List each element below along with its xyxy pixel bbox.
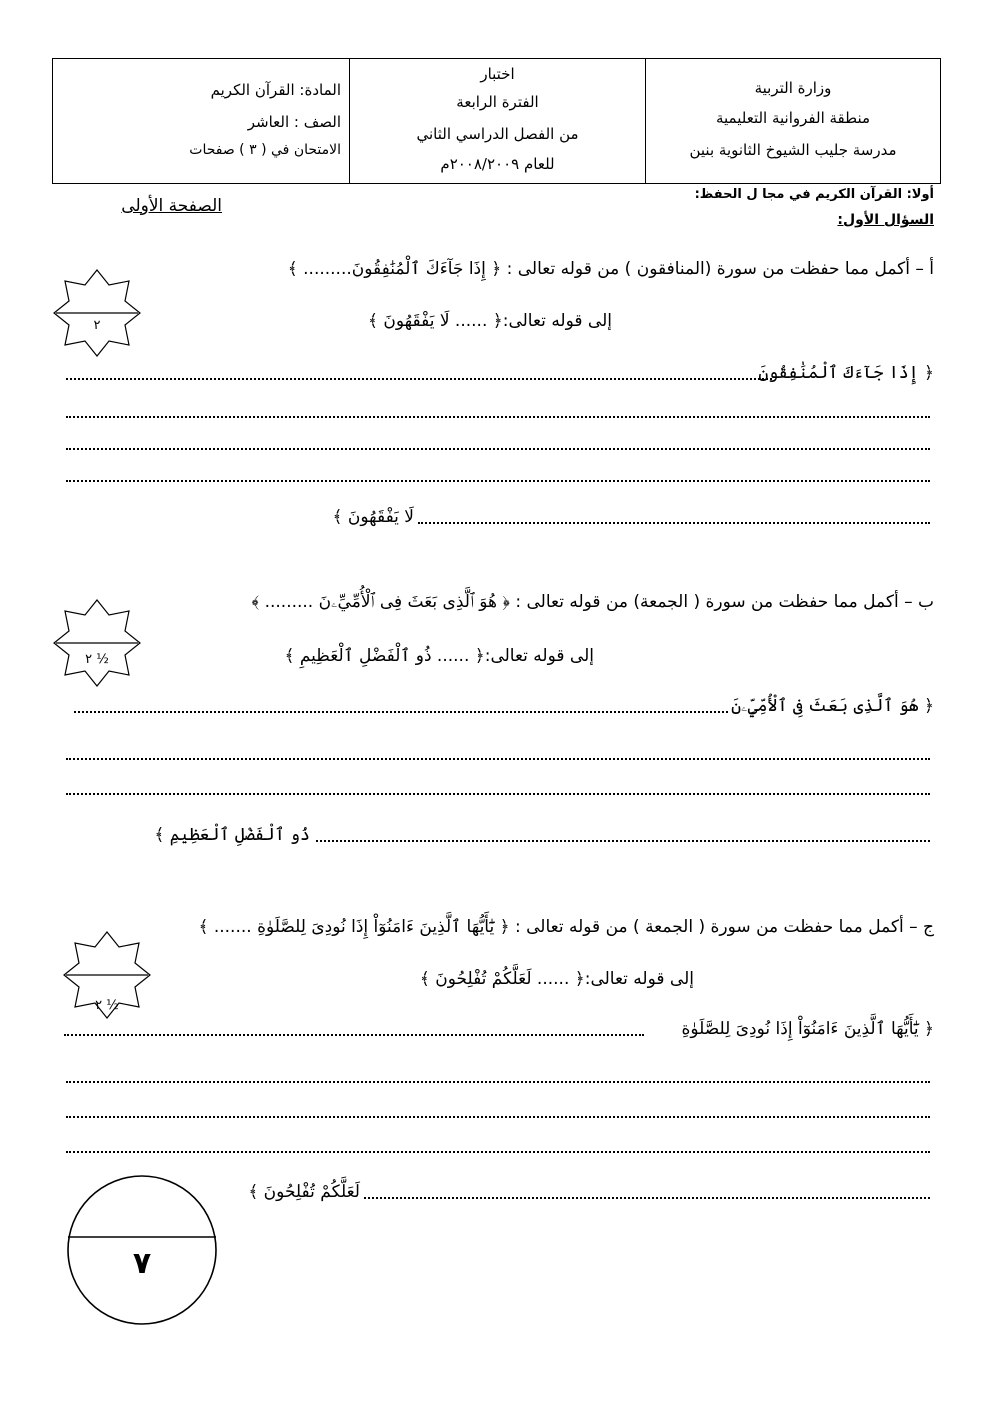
answer-line[interactable] xyxy=(66,448,930,450)
grade-line: الصف : العاشر xyxy=(247,113,341,131)
pages-line: الامتحان في ( ٣ ) صفحات xyxy=(189,142,341,158)
section-title: أولا: القرآن الكريم في مجا ل الحفظ: xyxy=(694,187,934,202)
exam-line: اختبار xyxy=(480,65,515,83)
answer-line[interactable] xyxy=(66,758,930,760)
mark-c: ٢ ½ xyxy=(95,998,119,1013)
ministry-cell xyxy=(646,59,940,183)
mark-star-b xyxy=(52,598,142,688)
item-a-end-verse: لَا يَفْقَهُونَ ﴾ xyxy=(332,507,414,527)
ministry-line: وزارة التربية xyxy=(754,79,832,97)
period-line: الفترة الرابعة xyxy=(456,93,539,111)
page-label: الصفحة الأولى xyxy=(121,196,222,216)
answer-line[interactable] xyxy=(316,840,930,842)
item-a-start-verse: ﴿ إِذَا جَآءَكَ ٱلْمُنَٰفِقُونَ xyxy=(758,363,934,383)
item-c-end-verse: لَعَلَّكُمْ تُفْلِحُونَ ﴾ xyxy=(248,1182,360,1202)
mark-a: ٢ xyxy=(93,318,101,333)
semester-line: من الفصل الدراسي الثاني xyxy=(416,125,579,143)
answer-line[interactable] xyxy=(66,1151,930,1153)
item-c-start-verse: ﴿ يَٰٓأَيُّهَا ٱلَّذِينَ ءَامَنُوٓاْ إِذَا نُودِىَ لِلصَّلَوٰةِ xyxy=(681,1019,934,1039)
item-a-prompt: أ – أكمل مما حفظت من سورة (المنافقون ) من قوله تعالى : ﴿ إِذَا جَآءَكَ ٱلْمُنَٰفِقُونَ......... ﴾ xyxy=(287,259,934,279)
answer-line[interactable] xyxy=(66,793,930,795)
item-b-prompt: ب – أكمل مما حفظت من سورة ( الجمعة) من قوله تعالى : ﴿ هُوَ ٱلَّذِى بَعَثَ فِى ٱلْأُمِّيِّۦنَ ......... ﴾ xyxy=(251,592,934,612)
answer-line[interactable] xyxy=(66,378,772,380)
item-c-prompt: ج – أكمل مما حفظت من سورة ( الجمعة ) من قوله تعالى : ﴿ يَٰٓأَيُّهَا ٱلَّذِينَ ءَامَنُوٓاْ إِذَا نُودِىَ لِلصَّلَوٰةِ ....... ﴾ xyxy=(198,917,934,937)
question-label: السؤال الأول: xyxy=(837,212,934,228)
answer-line[interactable] xyxy=(66,480,930,482)
district-line: منطقة الفروانية التعليمية xyxy=(715,109,871,127)
answer-line[interactable] xyxy=(66,1116,930,1118)
exam-cell xyxy=(350,59,646,183)
mark-b: ٢ ½ xyxy=(85,652,109,667)
answer-line[interactable] xyxy=(74,711,728,713)
answer-line[interactable] xyxy=(66,416,930,418)
item-a-to-line: إلى قوله تعالى:﴿ ...... لَا يَفْقَهُونَ ﴾ xyxy=(368,311,612,331)
subject-line: المادة: القرآن الكريم xyxy=(210,81,341,99)
answer-line[interactable] xyxy=(418,522,930,524)
item-b-start-verse: ﴿ هُوَ ٱلَّذِى بَعَثَ فِى ٱلْأُمِّيِّۦنَ xyxy=(731,696,934,716)
total-mark: ٧ xyxy=(132,1246,152,1281)
school-line: مدرسة جليب الشيوخ الثانوية بنين xyxy=(689,141,897,159)
year-line: للعام ٢٠٠٨/٢٠٠٩م xyxy=(440,155,555,173)
item-c-to-line: إلى قوله تعالى:﴿ ...... لَعَلَّكُمْ تُفْلِحُونَ ﴾ xyxy=(419,969,694,989)
mark-star-a xyxy=(52,268,142,358)
item-b-to-line: إلى قوله تعالى:﴿ ...... ذُو ٱلْفَضْلِ ٱلْعَظِيمِ ﴾ xyxy=(284,646,594,666)
header-table xyxy=(52,58,941,184)
answer-line[interactable] xyxy=(364,1197,930,1199)
answer-line[interactable] xyxy=(64,1034,644,1036)
subject-cell xyxy=(53,59,350,183)
item-b-end-verse: ذُو ٱلْفَضْلِ ٱلْعَظِيمِ ﴾ xyxy=(154,825,310,845)
answer-line[interactable] xyxy=(66,1081,930,1083)
